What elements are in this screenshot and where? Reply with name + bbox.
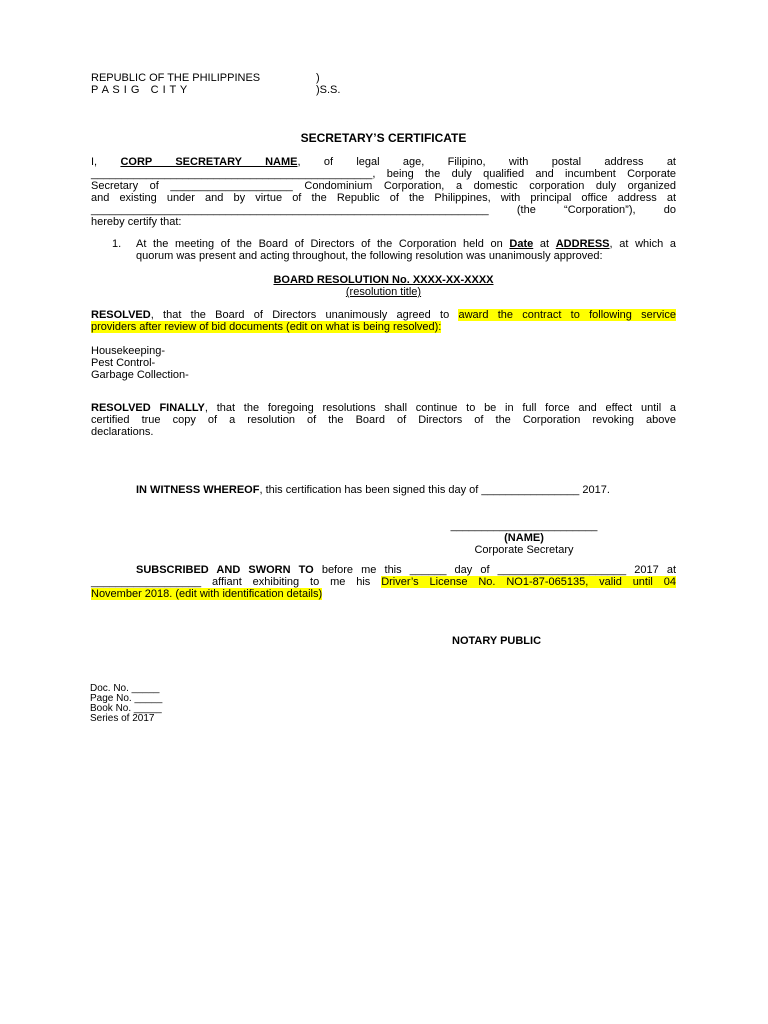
page-no: Page No. _____ xyxy=(90,693,163,704)
intro-text-a: I, xyxy=(91,156,121,168)
witness-paragraph xyxy=(136,484,676,496)
board-resolution-heading xyxy=(91,274,676,298)
venue-paren: ) xyxy=(316,72,320,84)
subscribed-line-3 xyxy=(91,588,676,600)
service-item: Pest Control- xyxy=(91,357,156,369)
item1-line-1 xyxy=(136,238,676,250)
subscribed-line-2 xyxy=(91,576,676,588)
intro-paragraph xyxy=(91,156,676,228)
intro-line-4: and existing under and by virtue of the Republic of the Philippines, with principal office address at xyxy=(91,192,676,204)
ss-label: )S.S. xyxy=(316,84,341,96)
signatory-role: Corporate Secretary xyxy=(474,544,574,556)
subscribed-paragraph xyxy=(91,564,676,600)
republic-label: REPUBLIC OF THE PHILIPPINES xyxy=(91,72,261,84)
resolved-finally-text: , that the foregoing resolutions shall continue to be in full force and effect until a xyxy=(204,402,677,414)
venue-header xyxy=(91,72,391,98)
services-list xyxy=(91,345,391,381)
series-year: Series of 2017 xyxy=(90,713,155,724)
resolved-finally-line-1 xyxy=(91,402,676,414)
subscribed-label: SUBSCRIBED AND SWORN TO xyxy=(136,564,314,576)
doc-no: Doc. No. _____ xyxy=(90,683,160,694)
intro-line-6: hereby certify that: xyxy=(91,216,182,228)
resolved-text: , that the Board of Directors unanimously agreed to xyxy=(150,309,459,321)
board-resolution-title: BOARD RESOLUTION No. XXXX-XX-XXXX xyxy=(273,274,494,286)
intro-line-3: Secretary of ____________________ Condominium Corporation, a domestic corporation duly organized xyxy=(91,180,676,192)
signature-block xyxy=(421,520,627,556)
book-no: Book No. _____ xyxy=(90,703,162,714)
service-item: Housekeeping- xyxy=(91,345,165,357)
intro-line-5: _________________________________________________________________ (the “Corporation”), do xyxy=(91,204,676,216)
document-title: SECRETARY’S CERTIFICATE xyxy=(300,131,467,145)
service-item: Garbage Collection- xyxy=(91,369,189,381)
resolved-line-2 xyxy=(91,321,676,333)
intro-text-b: , of legal age, Filipino, with postal address at xyxy=(297,156,676,168)
resolution-subtitle: (resolution title) xyxy=(345,286,422,298)
notary-text: NOTARY PUBLIC xyxy=(452,635,542,647)
witness-label: IN WITNESS WHEREOF xyxy=(136,484,260,496)
resolved-finally-line-2: certified true copy of a resolution of the Board of Directors of the Corporation revoking above xyxy=(91,414,676,426)
item-number: 1. xyxy=(112,238,122,250)
resolved-finally-label: RESOLVED FINALLY xyxy=(91,402,205,414)
signatory-name: (NAME) xyxy=(504,532,544,544)
resolved-highlight-1: award the contract to following service xyxy=(458,309,676,321)
item1-text-c: , at which a xyxy=(609,238,676,250)
license-highlight-1: Driver’s License No. NO1-87-065135, valid until 04 xyxy=(381,576,676,588)
meeting-address: ADDRESS xyxy=(555,238,610,250)
secretary-name: CORP SECRETARY NAME xyxy=(120,156,298,168)
resolved-label: RESOLVED xyxy=(91,309,151,321)
resolved-finally-paragraph xyxy=(91,402,676,438)
numbered-item-1 xyxy=(112,238,676,262)
item1-text-a: At the meeting of the Board of Directors of the Corporation held on xyxy=(136,238,510,250)
intro-line-2: ______________________________________________, being the duly qualified and incumbent Corporate xyxy=(91,168,676,180)
resolved-finally-line-3: declarations. xyxy=(91,426,154,438)
witness-text: , this certification has been signed this day of ________________ 2017. xyxy=(259,484,610,496)
intro-line-1 xyxy=(91,156,676,168)
signature-line: ________________________ xyxy=(450,520,598,532)
city-label: P A S I G C I T Y xyxy=(91,84,188,96)
subscribed-text: before me this ______ day of _____________________ 2017 at xyxy=(313,564,677,576)
resolved-paragraph xyxy=(91,309,676,333)
docket-info xyxy=(90,684,290,724)
license-highlight-2: November 2018. (edit with identification details) xyxy=(91,588,323,600)
resolved-highlight-2: providers after review of bid documents (edit on what is being resolved): xyxy=(91,321,442,333)
subscribed-text-2: __________________ affiant exhibiting to me his xyxy=(91,576,382,588)
meeting-date: Date xyxy=(509,238,534,250)
notary-public-label xyxy=(452,635,541,647)
resolved-line-1 xyxy=(91,309,676,321)
item1-text-b: at xyxy=(533,238,556,250)
subscribed-line-1 xyxy=(91,564,676,576)
item1-line-2: quorum was present and acting throughout, the following resolution was unanimously approved: xyxy=(136,250,603,262)
